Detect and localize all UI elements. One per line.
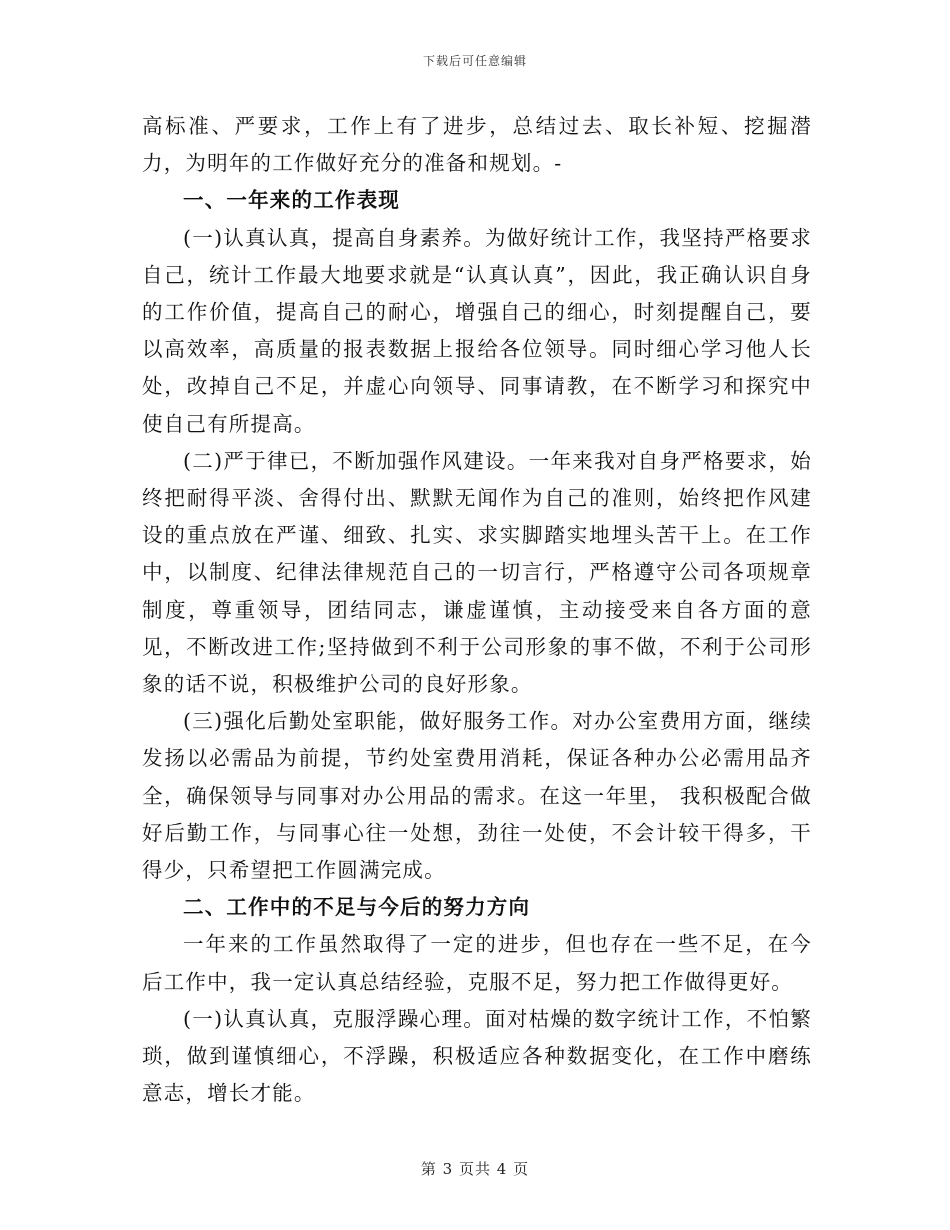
paragraph-logistics-service: (三)强化后勤处室职能，做好服务工作。对办公室费用方面，继续发扬以必需品为前提，节约处室费用消耗，保证各种办公必需用品齐全，确保领导与同事对办公用品的需求。在这一年里， 我积极配合做好后勤工作，与同事心往一处想，劲往一处使，不会计较干得多，干得少，只希望把工作圆满完成。 — [142, 709, 812, 883]
paragraph-work-style: (二)严于律已，不断加强作风建设。一年来我对自身严格要求，始终把耐得平淡、舍得付出、默默无闻作为自己的准则，始终把作风建设的重点放在严谨、细致、扎实、求实脚踏实地埋头苦干上。在工作中，以制度、纪律法律规范自己的一切言行，严格遵守公司各项规章制度，尊重领导，团结同志，谦虚谨慎，主动接受来自各方面的意见，不断改进工作;坚持做到不利于公司形象的事不做，不利于公司形象的话不说，积极维护公司的良好形象。 — [142, 448, 812, 697]
paragraph-self-quality: (一)认真认真，提高自身素养。为做好统计工作，我坚持严格要求自己，统计工作最大地要求就是“认真认真”，因此，我正确认识自身的工作价值，提高自己的耐心，增强自己的细心，时刻提醒自己，要以高效率，高质量的报表数据上报给各位领导。同时细心学习他人长处，改掉自己不足，并虚心向领导、同事请教，在不断学习和探究中使自己有所提高。 — [142, 225, 812, 436]
section-heading-work-performance: 一、一年来的工作表现 — [183, 188, 400, 213]
paragraph-intro-continuation: 高标准、严要求，工作上有了进步，总结过去、取长补短、挖掘潜力，为明年的工作做好充分的准备和规划。- — [142, 114, 812, 176]
document-body — [142, 108, 812, 1112]
section-heading-shortcomings: 二、工作中的不足与今后的努力方向 — [183, 895, 531, 920]
paragraph-shortcomings-summary: 一年来的工作虽然取得了一定的进步，但也存在一些不足，在今后工作中，我一定认真总结经验，克服不足，努力把工作做得更好。 — [142, 932, 812, 994]
paragraph-overcome-impatience: (一)认真认真，克服浮躁心理。面对枯燥的数字统计工作，不怕繁琐，做到谨慎细心，不浮躁，积极适应各种数据变化，在工作中磨练意志，增长才能。 — [142, 1006, 812, 1106]
page-number-footer: 第 3 页共 4 页 — [420, 1160, 530, 1178]
page-header-note: 下载后可任意编辑 — [422, 54, 527, 68]
